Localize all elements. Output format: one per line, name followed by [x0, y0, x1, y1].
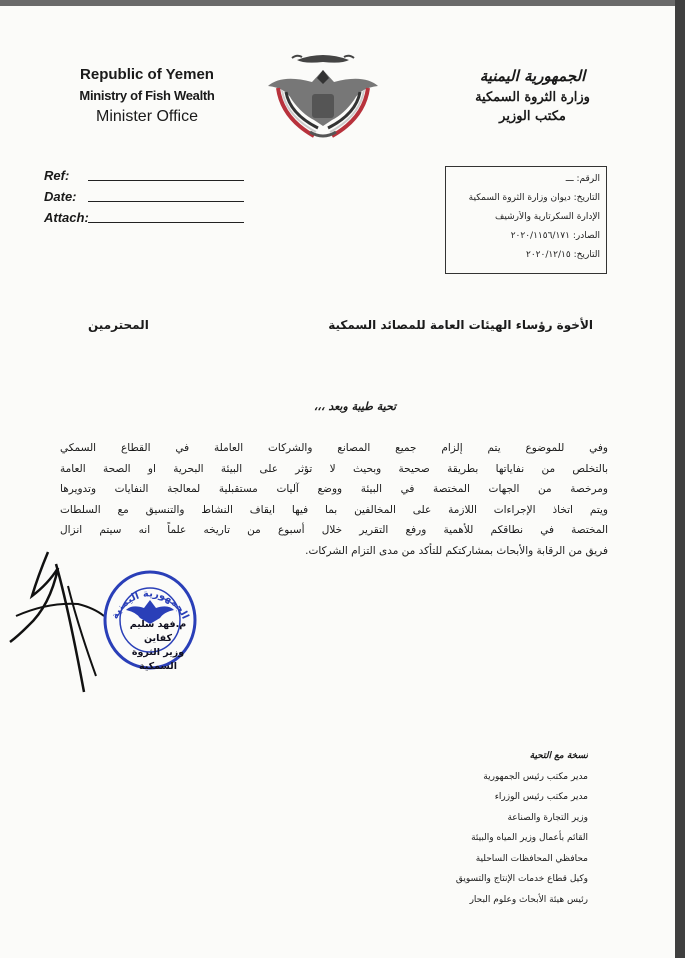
english-letterhead	[62, 64, 232, 127]
copies-to-list	[380, 746, 588, 910]
honorific: المحترمين	[88, 318, 149, 332]
reference-fields	[44, 168, 244, 231]
body-line: فريق من الرقابة والأبحاث بمشاركتكم للتأكد من مدى التزام الشركات.	[305, 544, 608, 557]
ministry-name-en: Ministry of Fish Wealth	[79, 88, 215, 103]
copy-recipient: مدير مكتب رئيس الوزراء	[494, 792, 588, 802]
letter-body	[60, 438, 608, 562]
copies-heading: نسخة مع التحية	[529, 751, 588, 761]
handwritten-signature	[8, 546, 108, 696]
body-line: بالتخلص من نفاياتها بطريقة صحيحة وبحيث لا تؤثر على البيئة البحرية او الصحة العامة	[60, 462, 608, 475]
attach-label: Attach:	[44, 210, 89, 225]
signer-name: م.فهد سليم كفاين	[129, 619, 187, 644]
date-label: Date:	[44, 189, 77, 204]
body-line: المختصة في نطاقكم للأهمية ورفع التقرير خلال أسبوع من تاريخه علماً انه سيتم انزال	[60, 524, 608, 537]
addressee: الأخوة رؤساء الهيئات العامة للمصائد السمكية	[328, 318, 593, 332]
copy-recipient: وكيل قطاع خدمات الإنتاج والتسويق	[455, 874, 588, 884]
letter-page	[0, 6, 675, 958]
right-edge-border	[675, 0, 685, 958]
body-line: ومرخصة من الجهات المختصة في البيئة ووضع آليات مستقبلية لمعالجة النفايات وتدويرها	[60, 483, 608, 496]
copy-recipient: القائم بأعمال وزير المياه والبيئة	[471, 833, 588, 843]
yemen-eagle-emblem	[262, 48, 384, 148]
copy-recipient: مدير مكتب رئيس الجمهورية	[483, 771, 588, 782]
greeting: تحية طيبة وبعد ،،،	[313, 400, 397, 413]
office-name-en: Minister Office	[96, 108, 198, 125]
signer-block	[118, 618, 198, 674]
copy-recipient: رئيس هيئة الأبحاث وعلوم البحار	[469, 894, 588, 905]
country-name-en: Republic of Yemen	[80, 66, 214, 83]
country-name-ar: الجمهورية اليمنية	[479, 67, 586, 85]
body-line: وفي للموضوع يتم إلزام جميع المصانع والشركات العاملة في القطاع السمكي	[60, 442, 608, 454]
signer-title: وزير الثروة السمكية	[131, 647, 185, 672]
ref-field	[44, 168, 244, 189]
registry-stamp	[445, 166, 607, 274]
office-name-ar: مكتب الوزير	[499, 109, 566, 124]
stamp-line: الصادر: ٢٠٢٠/١١٥٦/١٧١	[510, 231, 600, 241]
stamp-line: التاريخ: ٢٠٢٠/١٢/١٥	[525, 250, 600, 260]
ref-label: Ref:	[44, 168, 70, 183]
body-line: ويتم اتخاذ الإجراءات اللازمة على المخالفين بما فيها ايقاف النشاط والتنسيق مع السلطات	[60, 503, 608, 516]
copy-recipient: وزير التجارة والصناعة	[507, 812, 588, 823]
ministry-name-ar: وزارة الثروة السمكية	[475, 90, 590, 105]
stamp-line: الإدارة السكرتارية والأرشيف	[495, 212, 600, 222]
stamp-line: التاريخ: ديوان وزارة الثروة السمكية	[468, 193, 600, 203]
date-field	[44, 189, 244, 210]
attach-field	[44, 210, 244, 231]
stamp-line: الرقم: ـــ	[565, 174, 600, 184]
copy-recipient: محافظي المحافظات الساحلية	[475, 853, 588, 864]
arabic-letterhead	[455, 64, 610, 126]
seal-ring-text: الجمهورية اليمنية	[109, 588, 191, 621]
